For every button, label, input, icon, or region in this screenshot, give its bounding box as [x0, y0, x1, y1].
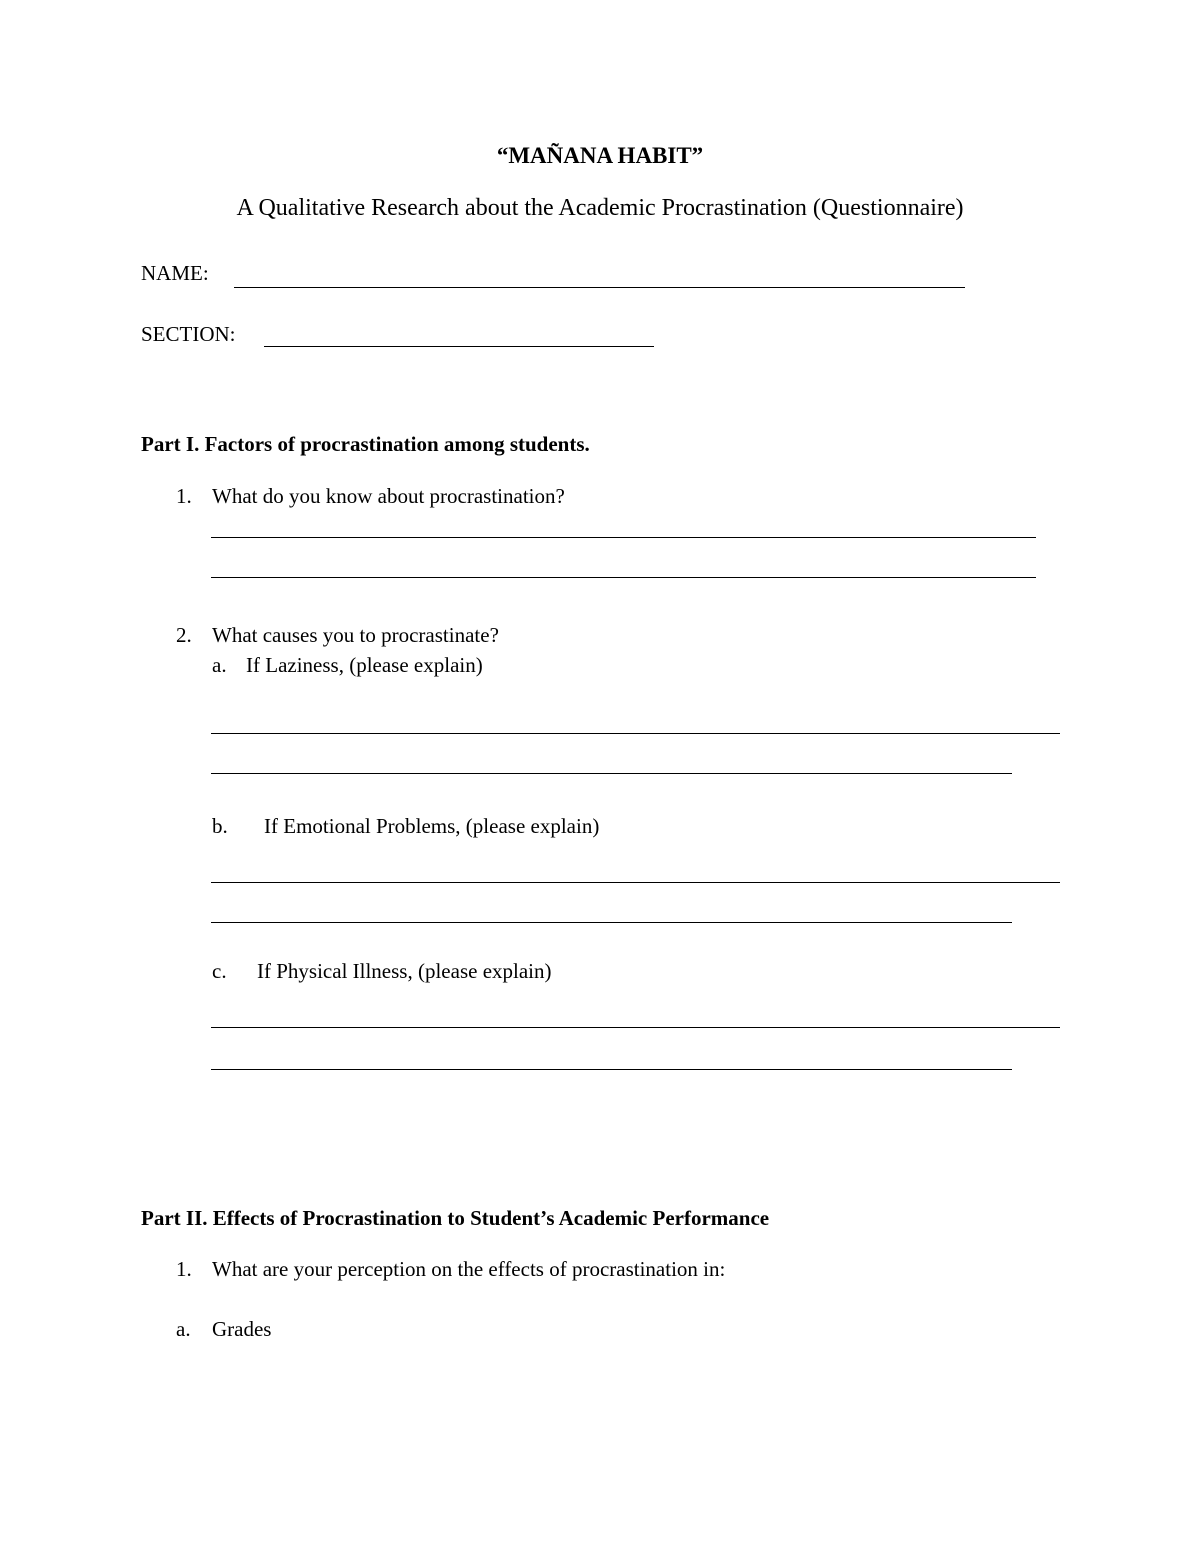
name-label: NAME:: [141, 261, 209, 285]
document-subtitle: A Qualitative Research about the Academic Procrastination (Questionnaire): [236, 195, 964, 221]
part1-heading: Part I. Factors of procrastination among students.: [141, 432, 590, 456]
section-answer-line[interactable]: [264, 346, 654, 347]
option-b-text: If Emotional Problems, (please explain): [264, 814, 600, 838]
option-a-answer-line-2[interactable]: [211, 773, 1012, 774]
part2-item-a-text: Grades: [212, 1317, 272, 1341]
option-c-text: If Physical Illness, (please explain): [257, 959, 552, 983]
section-label: SECTION:: [141, 322, 236, 346]
part2-q1-number: 1.: [176, 1257, 192, 1281]
option-a-letter: a.: [212, 653, 227, 677]
part1-q1-answer-line-2[interactable]: [211, 577, 1036, 578]
option-b-letter: b.: [212, 814, 228, 838]
option-c-answer-line-1[interactable]: [211, 1027, 1060, 1028]
name-answer-line[interactable]: [234, 287, 965, 288]
part2-q1-text: What are your perception on the effects of procrastination in:: [212, 1257, 726, 1281]
option-b-answer-line-2[interactable]: [211, 922, 1012, 923]
part1-q2-number: 2.: [176, 623, 192, 647]
part2-heading: Part II. Effects of Procrastination to Student’s Academic Performance: [141, 1206, 770, 1230]
part1-q1-answer-line-1[interactable]: [211, 537, 1036, 538]
part2-item-a-letter: a.: [176, 1317, 191, 1341]
option-a-answer-line-1[interactable]: [211, 733, 1060, 734]
part1-q2-text: What causes you to procrastinate?: [212, 623, 499, 647]
part1-q1-number: 1.: [176, 484, 192, 508]
option-c-answer-line-2[interactable]: [211, 1069, 1012, 1070]
option-a-text: If Laziness, (please explain): [246, 653, 483, 677]
part1-q1-text: What do you know about procrastination?: [212, 484, 565, 508]
option-b-answer-line-1[interactable]: [211, 882, 1060, 883]
option-c-letter: c.: [212, 959, 227, 983]
document-title: “MAÑANA HABIT”: [496, 143, 704, 168]
